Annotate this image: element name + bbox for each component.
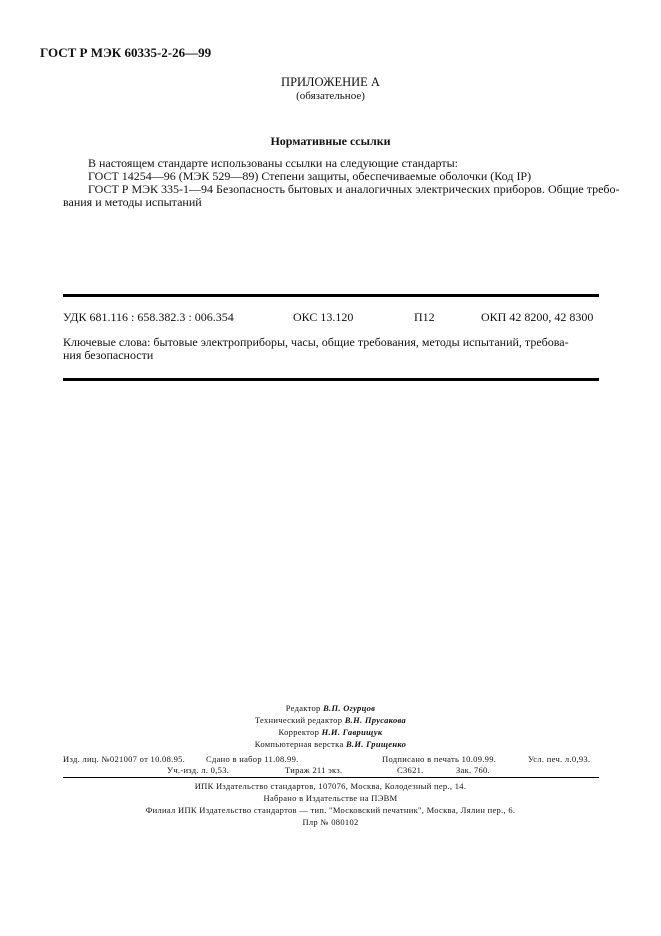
group-code: П12: [414, 310, 435, 324]
divider: [63, 378, 599, 381]
body-line: В настоящем стандарте использованы ссылки на следующие стандарты:: [88, 156, 459, 170]
okp-code: ОКП 42 8200, 42 8300: [481, 310, 594, 324]
udk-code: УДК 681.116 : 658.382.3 : 006.354: [63, 310, 234, 324]
typeset-date: Сдано в набор 11.08.99.: [206, 754, 299, 764]
print-run: Тираж 211 экз.: [285, 765, 343, 775]
credit-line: Корректор Н.И. Гаврищук: [278, 727, 383, 737]
credit-line: Редактор В.П. Огурцов: [285, 703, 376, 713]
order-number: Зак. 760.: [456, 765, 490, 775]
credit-line: Технический редактор В.Н. Прусакова: [254, 715, 407, 725]
appendix-subtitle: (обязательное): [296, 90, 365, 102]
publisher-line: Филиал ИПК Издательство стандартов — тип. "Московский печатник", Москва, Лялин пер., 6.: [145, 805, 516, 815]
publisher-line: Плр № 080102: [302, 817, 359, 827]
document-header: ГОСТ Р МЭК 60335-2-26—99: [40, 45, 212, 60]
publisher-line: ИПК Издательство стандартов, 107076, Москва, Колодезный пер., 14.: [194, 781, 467, 791]
signed-date: Подписано в печать 10.09.99.: [382, 754, 497, 764]
publisher-line: Набрано в Издательстве на ПЭВМ: [263, 793, 398, 803]
keywords-cont: ния безопасности: [63, 348, 154, 362]
appendix-title: ПРИЛОЖЕНИЕ А: [281, 75, 380, 89]
code: С3621.: [397, 765, 424, 775]
print-sheets: Усл. печ. л.0,93.: [528, 754, 591, 764]
keywords: Ключевые слова: бытовые электроприборы, часы, общие требования, методы испытаний, требова-: [63, 335, 569, 349]
body-line: вания и методы испытаний: [63, 195, 202, 209]
reference-item: ГОСТ Р МЭК 335-1—94 Безопасность бытовых и аналогичных электрических приборов. Общие требо-: [88, 182, 620, 196]
section-heading: Нормативные ссылки: [270, 134, 391, 148]
license: Изд. лиц. №021007 от 10.08.95.: [63, 754, 186, 764]
credit-line: Компьютерная верстка В.И. Грищенко: [254, 739, 407, 749]
divider: [63, 294, 599, 297]
reference-item: ГОСТ 14254—96 (МЭК 529—89) Степени защиты, обеспечиваемые оболочки (Код IP): [88, 169, 532, 183]
oks-code: ОКС 13.120: [293, 310, 354, 324]
publisher-sheets: Уч.-изд. л. 0,53.: [167, 765, 230, 775]
divider: [63, 777, 599, 778]
